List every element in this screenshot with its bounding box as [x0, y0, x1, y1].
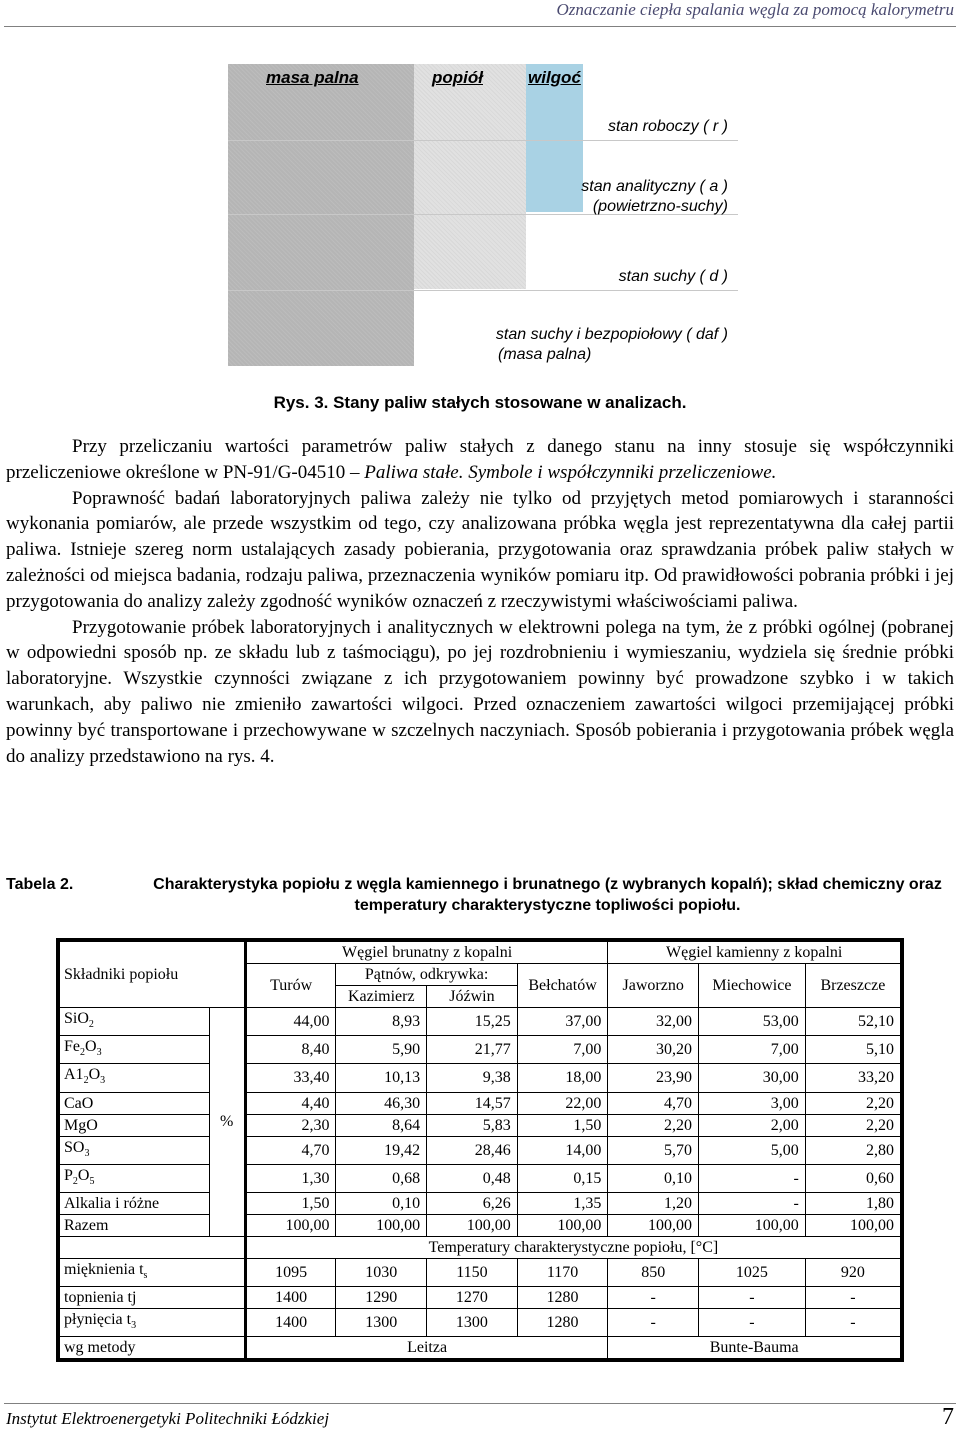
component-sub1: 2	[80, 1047, 85, 1059]
table-cell: 44,00	[245, 1008, 336, 1036]
table-cell: 8,40	[245, 1036, 336, 1064]
table-cell: 4,40	[245, 1092, 336, 1114]
table-cell: 52,10	[805, 1008, 902, 1036]
table-row	[58, 1036, 902, 1064]
table-cell: 33,40	[245, 1064, 336, 1092]
table-cell: 100,00	[699, 1214, 806, 1236]
table-cell: 5,90	[336, 1036, 427, 1064]
paragraph-2: Poprawność badań laboratoryjnych paliwa zależy nie tylko od przyjętych metod pomiarowych i staranności wykonania pomiarów, ale przede wszystkim od tego, czy analizowana próbka węgla jest reprezentatywna dla całej partii paliwa. Istnieje szereg norm ustalających zasady pobierania, przygotowania oraz sprawdzania próbek paliw stałych w zależności od miejsca badania, rodzaju paliwa, przeznaczenia wyników pomiaru itp. Od prawidłowości pobrania próbki i jej przygotowania do analizy zależy zgodność wyników oznaczeń z rzeczywistymi właściwościami paliwa.	[6, 487, 954, 612]
label-masa-palna: masa palna	[266, 68, 359, 87]
table-cell: 19,42	[336, 1136, 427, 1164]
table-cell: 9,38	[427, 1064, 518, 1092]
method-brunatny: Leitza	[245, 1337, 608, 1361]
temp-name	[58, 1287, 245, 1309]
table-cell: 32,00	[608, 1008, 699, 1036]
table-cell: -	[699, 1287, 806, 1309]
table-cell: 21,77	[427, 1036, 518, 1064]
popiol-block	[414, 64, 526, 289]
table-cell: 1290	[336, 1287, 427, 1309]
table-cell: 7,00	[699, 1036, 806, 1064]
table-cell: 850	[608, 1258, 699, 1286]
component-sub2: 3	[96, 1047, 102, 1059]
component-name: P	[64, 1166, 73, 1184]
table-cell: 23,90	[608, 1064, 699, 1092]
table-cell: 6,26	[427, 1192, 518, 1214]
table-cell: 1400	[245, 1287, 336, 1309]
state-analityczny: stan analityczny ( a )	[581, 178, 728, 195]
table-cell: 1,80	[805, 1192, 902, 1214]
table-cell: 4,70	[608, 1092, 699, 1114]
state-bezpopiolowy-sub: (masa palna)	[498, 346, 592, 363]
temp-header-blank	[58, 1236, 245, 1258]
table-cell: 30,20	[608, 1036, 699, 1064]
th-jaworzno: Jaworzno	[608, 964, 699, 1008]
table-cell: 0,68	[336, 1164, 427, 1192]
component-mid: O	[88, 1066, 101, 1084]
table-cell: 33,20	[805, 1064, 902, 1092]
table-cell: 1,30	[245, 1164, 336, 1192]
component-name: MgO	[64, 1116, 98, 1134]
footer-rule	[4, 1403, 956, 1404]
table-cell: 1300	[336, 1309, 427, 1337]
table-cell: 53,00	[699, 1008, 806, 1036]
masa-palna-block	[228, 64, 414, 366]
table-cell: 28,46	[427, 1136, 518, 1164]
state-bezpopiolowy: stan suchy i bezpopiołowy ( daf )	[495, 326, 728, 343]
table-row	[58, 1114, 902, 1136]
table-cell: 10,13	[336, 1064, 427, 1092]
standard-title: Paliwa stałe. Symbole i współczynniki przeliczeniowe.	[364, 461, 777, 483]
table-cell: 7,00	[517, 1036, 608, 1064]
table-row	[58, 1214, 902, 1236]
table-cell: 1,50	[517, 1114, 608, 1136]
table-cell: 1280	[517, 1287, 608, 1309]
component-name: Fe	[64, 1038, 80, 1056]
th-turow: Turów	[245, 964, 336, 1008]
component-sub1: 2	[83, 1075, 89, 1087]
table-cell: -	[699, 1192, 806, 1214]
temp-name-text: płynięcia t	[64, 1311, 132, 1329]
table-row	[58, 1258, 902, 1286]
component-name	[58, 1036, 209, 1064]
table-cell: 100,00	[517, 1214, 608, 1236]
temp-name	[58, 1258, 245, 1286]
footer-institution: Instytut Elektroenergetyki Politechniki Łódzkiej	[6, 1409, 330, 1428]
table-cell: 5,70	[608, 1136, 699, 1164]
component-name: A1	[64, 1066, 84, 1084]
table-cell: -	[699, 1164, 806, 1192]
component-sub1: 3	[84, 1147, 90, 1159]
ash-table	[56, 938, 904, 1362]
table-cell: 1095	[245, 1258, 336, 1286]
table-cell: 5,00	[699, 1136, 806, 1164]
body-text	[6, 434, 954, 769]
table-row	[58, 1287, 902, 1309]
table-row	[58, 1309, 902, 1337]
component-name	[58, 1192, 209, 1214]
running-header: Oznaczanie ciepła spalania węgla za pomocą kalorymetru	[556, 0, 954, 19]
label-popiol: popiół	[432, 68, 483, 87]
component-name	[58, 1164, 209, 1192]
table-title: Charakterystyka popiołu z węgla kamiennego i brunatnego (z wybranych kopalń); skład chemiczny oraz temperatury charakterystyczne topliwości popiołu.	[153, 876, 942, 914]
state-roboczy: stan roboczy ( r )	[607, 118, 728, 135]
component-name: Alkalia i różne	[64, 1194, 160, 1212]
method-label: wg metody	[58, 1337, 245, 1361]
table-label: Tabela 2.	[6, 876, 74, 893]
table-row	[58, 1164, 902, 1192]
method-row	[58, 1337, 902, 1361]
table-cell: 2,00	[699, 1114, 806, 1136]
table-cell: -	[805, 1309, 902, 1337]
table-cell: 1,35	[517, 1192, 608, 1214]
component-name: SiO	[64, 1010, 89, 1027]
table-cell: 920	[805, 1258, 902, 1286]
table-cell: 14,00	[517, 1136, 608, 1164]
state-suchy: stan suchy ( d )	[618, 268, 728, 285]
table-cell: 100,00	[245, 1214, 336, 1236]
table-cell: 3,00	[699, 1092, 806, 1114]
table-cell: 100,00	[427, 1214, 518, 1236]
table-cell: 5,10	[805, 1036, 902, 1064]
page-number: 7	[942, 1404, 954, 1430]
table-cell: 1280	[517, 1309, 608, 1337]
th-brzeszcze: Brzeszcze	[805, 964, 902, 1008]
table-row	[58, 1192, 902, 1214]
state-analityczny-sub: (powietrzno-suchy)	[592, 198, 728, 215]
fuel-states-diagram	[228, 64, 738, 374]
component-sub2: 3	[100, 1075, 106, 1087]
th-belchatow: Bełchatów	[517, 964, 608, 1008]
table-cell: 0,10	[336, 1192, 427, 1214]
temp-name	[58, 1309, 245, 1337]
paragraph-3: Przygotowanie próbek laboratoryjnych i analitycznych w elektrowni polega na tym, że z próbki ogólnej (pobranej w odpowiedni sposób np. ze składu lub z taśmociągu), po jej rozdrobnieniu i wymieszaniu, wydziela się średnie próbki laboratoryjne. Wszystkie czynności związane z ich przygotowaniem powinny być prowadzone szybko i w takich warunkach, aby paliwo nie zmieniło zawartości wilgoci. Przed oznaczeniem zawartości wilgoci przemijającej próbki powinny być transportowane i przechowywane w szczelnych naczyniach. Sposób pobierania i przygotowania próbek węgla do analizy przedstawiono na rys. 4.	[6, 616, 954, 767]
table-row	[58, 1064, 902, 1092]
table-cell: 1270	[427, 1287, 518, 1309]
component-name: CaO	[64, 1094, 94, 1112]
table-cell: 1150	[427, 1258, 518, 1286]
table-cell: 1,50	[245, 1192, 336, 1214]
unit-percent: %	[209, 1008, 245, 1237]
table-cell: 100,00	[608, 1214, 699, 1236]
temp-name-text: topnienia tj	[64, 1289, 137, 1307]
temp-header: Temperatury charakterystyczne popiołu, [°C]	[245, 1236, 902, 1258]
table-cell: 2,20	[805, 1114, 902, 1136]
table-cell: 2,20	[805, 1092, 902, 1114]
table-cell: -	[805, 1287, 902, 1309]
table-cell: 2,20	[608, 1114, 699, 1136]
figure-caption: Rys. 3. Stany paliw stałych stosowane w analizach.	[273, 393, 687, 412]
component-sub1: 2	[72, 1175, 78, 1187]
table-cell: 0,60	[805, 1164, 902, 1192]
table-cell: 0,15	[517, 1164, 608, 1192]
label-wilgoc: wilgoć	[528, 68, 581, 87]
table-cell: 2,80	[805, 1136, 902, 1164]
temp-name-sub: 3	[131, 1320, 137, 1332]
table-cell: 46,30	[336, 1092, 427, 1114]
table-cell: 1025	[699, 1258, 806, 1286]
divider-d	[228, 290, 738, 291]
th-miechowice: Miechowice	[699, 964, 806, 1008]
component-mid: O	[85, 1038, 97, 1056]
table-cell: 1,20	[608, 1192, 699, 1214]
table-cell: 15,25	[427, 1008, 518, 1036]
component-name	[58, 1008, 209, 1036]
component-name	[58, 1064, 209, 1092]
table-cell: -	[608, 1309, 699, 1337]
table-cell: 1400	[245, 1309, 336, 1337]
table-cell: 0,10	[608, 1164, 699, 1192]
component-name	[58, 1092, 209, 1114]
temp-name-text: mięknienia t	[64, 1260, 144, 1278]
table-cell: 14,57	[427, 1092, 518, 1114]
table-cell: -	[608, 1287, 699, 1309]
table-row	[58, 1136, 902, 1164]
component-sub1: 2	[88, 1019, 94, 1031]
table-cell: 0,48	[427, 1164, 518, 1192]
table-cell: 1170	[517, 1258, 608, 1286]
component-name	[58, 1214, 209, 1236]
header-rule	[4, 26, 956, 27]
table-cell: 1030	[336, 1258, 427, 1286]
table-cell: 37,00	[517, 1008, 608, 1036]
th-kamienny: Węgiel kamienny z kopalni	[608, 940, 902, 964]
th-skladniki: Składniki popiołu	[58, 940, 245, 1008]
th-jozwin: Jóźwin	[427, 986, 518, 1008]
th-kazimierz: Kazimierz	[336, 986, 427, 1008]
paragraph-1-text: Przy przeliczaniu wartości parametrów paliw stałych z danego stanu na inny stosuje się współczynniki przeliczeniowe określone w PN-91/G-04510 –	[6, 436, 954, 483]
table-row	[58, 1092, 902, 1114]
th-patnow: Pątnów, odkrywka:	[336, 964, 517, 986]
table-cell: -	[699, 1309, 806, 1337]
table-cell: 2,30	[245, 1114, 336, 1136]
component-sub2: 5	[89, 1175, 95, 1187]
temp-header-row	[58, 1236, 902, 1258]
th-brunatny: Węgiel brunatny z kopalni	[245, 940, 608, 964]
paragraph-1	[6, 434, 954, 486]
table-cell: 4,70	[245, 1136, 336, 1164]
header-row-1	[58, 940, 902, 964]
component-name	[58, 1114, 209, 1136]
table-cell: 18,00	[517, 1064, 608, 1092]
method-kamienny: Bunte-Bauma	[608, 1337, 902, 1361]
table-cell: 8,64	[336, 1114, 427, 1136]
table-cell: 100,00	[336, 1214, 427, 1236]
table-cell: 22,00	[517, 1092, 608, 1114]
table-cell: 100,00	[805, 1214, 902, 1236]
temp-name-sub: s	[143, 1270, 148, 1282]
component-mid: O	[77, 1166, 90, 1184]
component-name: Razem	[64, 1216, 109, 1234]
component-name	[58, 1136, 209, 1164]
table-cell: 8,93	[336, 1008, 427, 1036]
table-row	[58, 1008, 902, 1036]
component-name: SO	[64, 1138, 85, 1156]
table-cell: 30,00	[699, 1064, 806, 1092]
divider-r	[228, 140, 738, 141]
table-cell: 1300	[427, 1309, 518, 1337]
table-cell: 5,83	[427, 1114, 518, 1136]
